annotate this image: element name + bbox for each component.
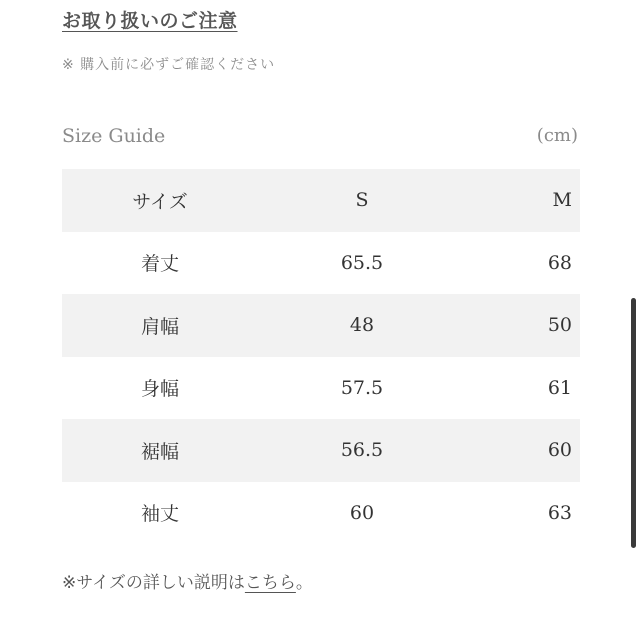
row-value-m: 50 (547, 314, 572, 337)
size-table (62, 169, 580, 544)
header-s: S (355, 189, 369, 212)
row-value-s: 65.5 (340, 251, 384, 274)
row-value-s: 48 (349, 314, 375, 337)
row-label: 袖丈 (140, 503, 179, 526)
row-label: 裾幅 (140, 440, 179, 463)
row-label: 着丈 (140, 253, 179, 276)
row-value-m: 60 (547, 439, 572, 462)
care-note: ※ 購入前に必ずご確認ください (62, 57, 276, 73)
row-label: 身幅 (140, 378, 179, 401)
row-value-s: 60 (349, 501, 375, 524)
row-value-m: 63 (547, 501, 572, 524)
row-value-s: 57.5 (340, 376, 384, 399)
table-row (62, 482, 580, 545)
size-detail-note (62, 568, 313, 593)
row-label: 肩幅 (140, 315, 179, 338)
size-detail-suffix: 。 (295, 573, 313, 593)
header-m: M (552, 189, 572, 212)
table-header-row (62, 169, 580, 232)
row-value-m: 68 (547, 251, 572, 274)
scrollbar-thumb[interactable] (631, 298, 636, 548)
table-row (62, 294, 580, 357)
row-value-m: 61 (547, 376, 572, 399)
size-detail-prefix: ※サイズの詳しい説明は (62, 573, 245, 593)
table-row (62, 419, 580, 482)
size-detail-link[interactable]: こちら (244, 573, 296, 593)
header-size: サイズ (132, 190, 188, 213)
size-guide-title: Size Guide (62, 125, 166, 147)
table-row (62, 357, 580, 420)
row-value-s: 56.5 (340, 439, 384, 462)
unit-label: (cm) (536, 125, 578, 146)
table-row (62, 232, 580, 295)
care-title: お取り扱いのご注意 (62, 10, 238, 32)
